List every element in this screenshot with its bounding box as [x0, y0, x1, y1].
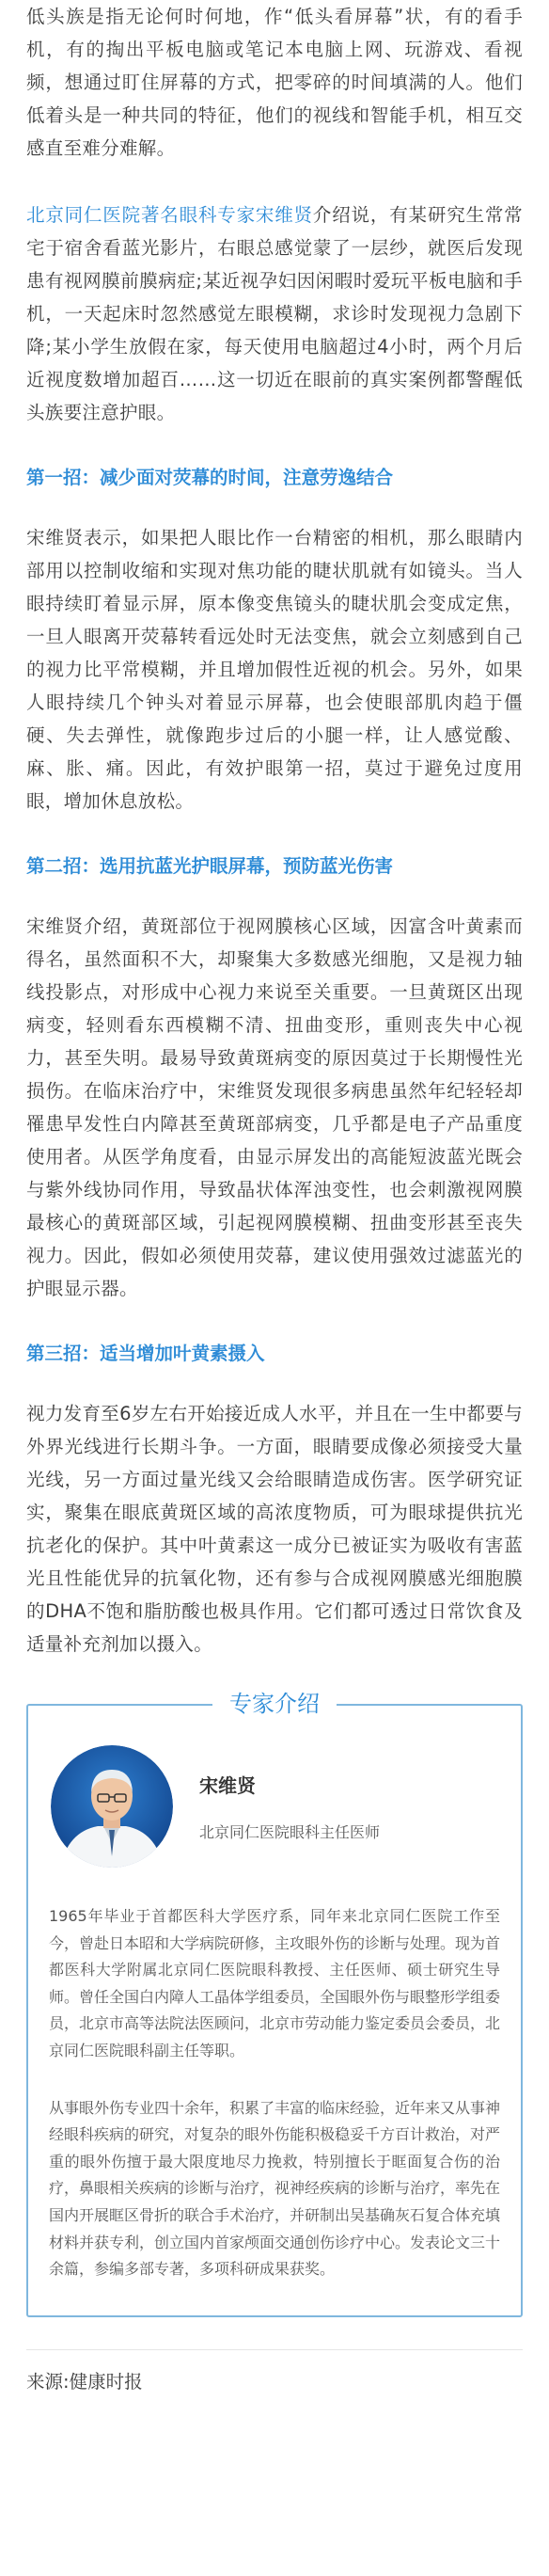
section-3-heading: 第三招：适当增加叶黄素摄入 [26, 1343, 265, 1364]
section-1-heading: 第一招：减少面对荧幕的时间，注意劳逸结合 [26, 467, 394, 488]
expert-card-header [49, 1706, 500, 1868]
expert-card-title: 专家介绍 [212, 1688, 337, 1720]
section-3-body: 视力发育至6岁左右开始接近成人水平，并且在一生中都要与外界光线进行长期斗争。一方面，眼睛要成像必须接受大量光线，另一方面过量光线又会给眼睛造成伤害。医学研究证实，聚集在眼底黄斑区域的高浓度物质，可为眼球提供抗光抗老化的保护。其中叶黄素这一成分已被证实为吸收有害蓝光且性能优异的抗氧化物，还有参与合成视网膜感光细胞膜的DHA不饱和脂肪酸也极具作用。它们都可透过日常饮食及适量补充剂加以摄入。 [26, 1403, 523, 1655]
expert-card [26, 1691, 523, 2317]
footer-divider [26, 2349, 523, 2350]
section-2-heading: 第二招：选用抗蓝光护眼屏幕，预防蓝光伤害 [26, 855, 394, 877]
expert-avatar [51, 1745, 173, 1868]
expert-quote-text: 介绍说，有某研究生常常宅于宿舍看蓝光影片，右眼总感觉蒙了一层纱，就医后发现患有视网膜前膜病症;某近视孕妇因闲暇时爱玩平板电脑和手机，一天起床时忽然感觉左眼模糊，求诊时发现视力急剧下降;某小学生放假在家，每天使用电脑超过4小时，两个月后近视度数增加超百……这一切近在眼前的真实案例都警醒低头族要注意护眼。 [26, 204, 523, 423]
expert-quote-paragraph [26, 199, 523, 429]
expert-highlight: 北京同仁医院著名眼科专家宋维贤 [26, 204, 313, 226]
expert-identity [199, 1745, 380, 1845]
expert-name: 宋维贤 [199, 1774, 256, 1797]
expert-portrait-icon [51, 1745, 173, 1868]
section-1-body: 宋维贤表示，如果把人眼比作一台精密的相机，那么眼睛内部用以控制收缩和实现对焦功能的睫状肌就有如镜头。当人眼持续盯着显示屏，原本像变焦镜头的睫状肌会变成定焦，一旦人眼离开荧幕转看远处时无法变焦，就会立刻感到自己的视力比平常模糊，并且增加假性近视的机会。另外，如果人眼持续几个钟头对着显示屏幕，也会使眼部肌肉趋于僵硬、失去弹性，就像跑步过后的小腿一样，让人感觉酸、麻、胀、痛。因此，有效护眼第一招，莫过于避免过度用眼，增加休息放松。 [26, 527, 523, 812]
expert-bio-1: 1965年毕业于首都医科大学医疗系，同年来北京同仁医院工作至今，曾赴日本昭和大学病院研修，主攻眼外伤的诊断与处理。现为首都医科大学附属北京同仁医院眼科教授、主任医师、硕士研究生导师。曾任全国白内障人工晶体学组委员，全国眼外伤与眼整形学组委员，北京市高等法院法医顾问，北京市劳动能力鉴定委员会委员，北京同仁医院眼科副主任等职。 [49, 1907, 501, 2059]
intro-paragraph: 低头族是指无论何时何地，作“低头看屏幕”状，有的看手机，有的掏出平板电脑或笔记本电脑上网、玩游戏、看视频，想通过盯住屏幕的方式，把零碎的时间填满的人。他们低着头是一种共同的特征，他们的视线和智能手机，相互交感直至难分难解。 [26, 6, 523, 159]
expert-bio-2: 从事眼外伤专业四十余年，积累了丰富的临床经验，近年来又从事神经眼科疾病的研究，对复杂的眼外伤能积极稳妥千方百计救治，对严重的眼外伤擅于最大限度地尽力挽救，特别擅长于眶面复合伤的治疗，鼻眼相关疾病的诊断与治疗，视神经疾病的诊断与治疗，率先在国内开展眶区骨折的联合手术治疗，并研制出吴基确灰石复合体充填材料并获专利，创立国内首家颅面交通创伤诊疗中心。发表论文三十余篇，参编多部专著，多项科研成果获奖。 [49, 2098, 501, 2279]
expert-role: 北京同仁医院眼科主任医师 [199, 1823, 381, 1841]
section-2-body: 宋维贤介绍，黄斑部位于视网膜核心区域，因富含叶黄素而得名，虽然面积不大，却聚集大多数感光细胞，又是视力轴线投影点，对形成中心视力来说至关重要。一旦黄斑区出现病变，轻则看东西模糊不清、扭曲变形，重则丧失中心视力，甚至失明。最易导致黄斑病变的原因莫过于长期慢性光损伤。在临床治疗中，宋维贤发现很多病患虽然年纪轻轻却罹患早发性白内障甚至黄斑部病变，几乎都是电子产品重度使用者。从医学角度看，由显示屏发出的高能短波蓝光既会与紫外线协同作用，导致晶状体浑浊变性，也会刺激视网膜最核心的黄斑部区域，引起视网膜模糊、扭曲变形甚至丧失视力。因此，假如必须使用荧幕，建议使用强效过滤蓝光的护眼显示器。 [26, 915, 523, 1299]
source-credit: 来源:健康时报 [26, 2370, 143, 2393]
